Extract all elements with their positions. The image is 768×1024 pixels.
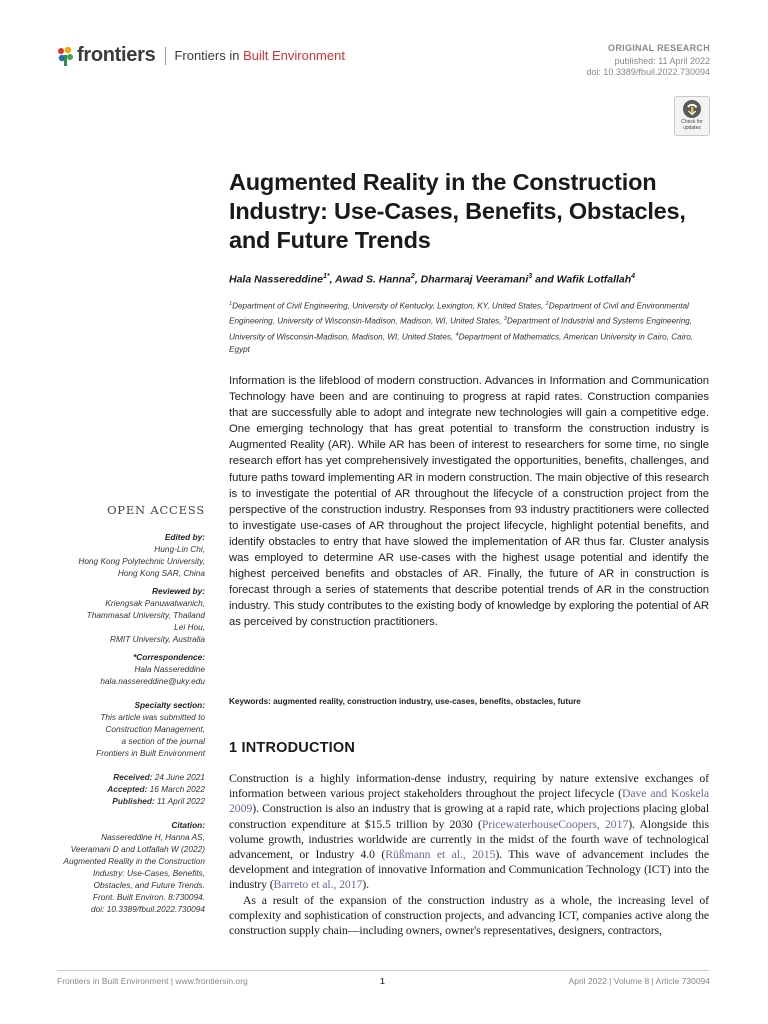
intro-text: ). Construction is also an industry that is growing at a rapid rate, which projections placing global construction expenditure at $15.5 trillion by 2030 (	[229, 801, 709, 831]
journal-name-prefix: Frontiers in	[174, 48, 244, 63]
citation-line: Industry: Use-Cases, Benefits,	[92, 868, 205, 878]
journal-name-accent: Built Environment	[243, 48, 345, 63]
date-row	[45, 771, 205, 783]
author-affiliation-marker: 3	[528, 273, 533, 280]
article-title: Augmented Reality in the Construction Industry: Use-Cases, Benefits, Obstacles, and Future Trends	[229, 169, 686, 253]
date-row	[45, 795, 205, 807]
specialty-line: a section of the journal	[121, 736, 205, 746]
sidebar-section-line: Hong Kong Polytechnic University,	[78, 556, 205, 566]
frontiers-logo-icon	[57, 46, 74, 66]
affiliation-marker: 2	[545, 301, 549, 307]
intro-text: ). Alongside this volume growth, industries worldwide are currently in the midst of the fourth wave of technological advancement, or Industry 4.0 (	[229, 816, 709, 862]
footer-journal-link[interactable]: Frontiers in Built Environment | www.frontiersin.org	[57, 976, 248, 986]
citation-link[interactable]: PricewaterhouseCoopers, 2017	[481, 816, 629, 831]
author-and: and	[532, 273, 557, 286]
check-updates-icon	[682, 99, 702, 119]
specialty-line: This article was submitted to	[100, 712, 205, 722]
check-updates-label	[681, 120, 702, 131]
section-heading-introduction: 1 INTRODUCTION	[229, 740, 356, 756]
article-type: ORIGINAL RESEARCH	[608, 43, 710, 53]
check-updates-line1: Check for	[681, 119, 703, 125]
sidebar-section-line: Hung-Lin Chi,	[154, 544, 205, 554]
citation-link[interactable]: Barreto et al., 2017	[273, 877, 363, 892]
brand-name: frontiers	[77, 44, 156, 66]
date-row	[45, 783, 205, 795]
check-updates-line2: updates	[683, 124, 701, 131]
sidebar-section-heading: Reviewed by:	[151, 586, 205, 596]
keywords: Keywords: augmented reality, construction industry, use-cases, benefits, obstacles, future	[229, 697, 581, 706]
citation-line: Veeramani D and Lotfallah W (2022)	[70, 844, 205, 854]
citation-heading: Citation:	[171, 820, 205, 830]
intro-paragraph-2: As a result of the expansion of the construction industry as a whole, the increasing level of complexity and sophistication of construction projects, and advancing ICT, companies active along the construction supply chain—including owners, owner's representatives, designers, contractors,	[229, 892, 709, 938]
citation-lines	[45, 831, 205, 915]
open-access-label: OPEN ACCESS	[107, 503, 205, 517]
sidebar-section-line: RMIT University, Australia	[110, 634, 205, 644]
sidebar-section-line: Lei Hou,	[174, 622, 205, 632]
author-affiliation-marker: 2	[410, 273, 415, 280]
sidebar-section-heading: *Correspondence:	[133, 652, 205, 662]
doi-link[interactable]: doi: 10.3389/fbuil.2022.730094	[586, 67, 710, 77]
citation-link[interactable]: Rüßmann et al., 2015	[385, 847, 496, 862]
date-value: 16 March 2022	[147, 784, 205, 794]
date-value: 24 June 2021	[152, 772, 205, 782]
intro-text: ). This wave of advancement includes the development and integration of innovative Information and Communication Technology (ICT) into the industry (	[229, 847, 709, 892]
citation-link[interactable]: Dave and Koskela 2009	[229, 786, 709, 816]
sidebar-section-heading: Edited by:	[164, 532, 205, 542]
citation-line: Nassereddine H, Hanna AS,	[101, 832, 205, 842]
introduction-body	[229, 771, 709, 938]
author-list	[229, 273, 729, 286]
sidebar-section-line: Hala Nassereddine	[134, 664, 205, 674]
affiliation-text: Department of Civil and Environmental Engineering, University of Wisconsin-Madison, Madison, WI, United States,	[229, 301, 689, 327]
page-number: 1	[380, 976, 385, 986]
author-name[interactable]: Awad S. Hanna	[335, 273, 411, 286]
date-label: Published:	[112, 796, 155, 806]
journal-name	[174, 48, 345, 63]
published-date: published: 11 April 2022	[614, 56, 710, 66]
correspondence-email-link[interactable]: hala.nassereddine@uky.edu	[100, 676, 205, 686]
specialty-line: Construction Management,	[105, 724, 205, 734]
affiliation-text: Department of Civil Engineering, University of Kentucky, Lexington, KY, United States,	[232, 301, 546, 311]
footer-issue-info: April 2022 | Volume 8 | Article 730094	[568, 976, 710, 986]
logo-divider	[165, 47, 166, 65]
frontiers-logo[interactable]	[57, 44, 345, 67]
intro-text: ).	[362, 877, 369, 892]
sidebar-section-line: Hong Kong SAR, China	[117, 568, 205, 578]
author-separator: ,	[414, 273, 421, 286]
author-name[interactable]: Dharmaraj Veeramani	[420, 273, 529, 286]
date-value: 11 April 2022	[154, 796, 205, 806]
specialty-line: Frontiers in Built Environment	[96, 748, 205, 758]
author-affiliation-marker: 1*	[322, 273, 330, 280]
author-separator: ,	[329, 273, 336, 286]
affiliation-text: Department of Industrial and Systems Engineering, University of Wisconsin-Madison, Madison, WI, United States,	[229, 317, 693, 342]
citation-line: Augmented Reality in the Construction	[63, 856, 205, 866]
footer-divider	[57, 970, 709, 971]
affiliation-marker: 4	[455, 331, 459, 338]
check-for-updates-button[interactable]	[674, 96, 710, 136]
affiliation-marker: 3	[503, 316, 507, 323]
citation-line: Front. Built Environ. 8:730094.	[92, 892, 205, 902]
author-affiliation-marker: 4	[631, 273, 636, 280]
citation-line: Obstacles, and Future Trends.	[93, 880, 205, 890]
sidebar-section-line: Kriengsak Panuwatwanich,	[105, 598, 205, 608]
abstract: Information is the lifeblood of modern construction. Advances in Information and Communication Technology have been and are continuing to progress at rapid rates. Construction companies that are successfully able to adopt and integrate new technologies will gain a competitive edge. One emerging technology that has great potential to transform the construction industry is Augmented Reality (AR). While AR has been of interest to researchers for some time, no single research effort has yet comprehensively investigated the opportunities, benefits, challenges, and future paths toward implementing AR in modern construction. The main objective of this research is to investigate the potential of AR throughout the lifecycle of a construction project from the perspective of the construction industry. Responses from 93 industry practitioners were collected to investigate use-cases of AR throughout the project lifecycle, highlight potential benefits, and identify obstacles to entry that have slowed the implementation of AR thus far. Cluster analysis was employed to determine AR use-cases with the highest usage potential and identify the highest perceived benefits and obstacles of AR. Finally, the future of AR in construction is forecast through a series of statements that describe potential trends of AR in the construction industry. This study contributes to the existing body of knowledge by exploring the potential of AR as perceived by construction practitioners.	[229, 375, 709, 629]
date-label: Accepted:	[107, 784, 148, 794]
citation-line: doi: 10.3389/fbuil.2022.730094	[91, 904, 205, 914]
affiliation-text: Department of Mathematics, American University in Cairo, Cairo, Egypt	[229, 332, 694, 354]
affiliations	[229, 298, 714, 357]
article-info-sidebar	[45, 503, 205, 915]
affiliation-marker: 1	[229, 301, 233, 307]
editor-sections	[45, 531, 205, 687]
intro-paragraph-1	[229, 771, 709, 893]
sidebar-section-line: Thammasat University, Thailand	[86, 610, 205, 620]
author-name[interactable]: Wafik Lotfallah	[556, 273, 632, 286]
specialty-section-lines	[45, 711, 205, 759]
date-label: Received:	[113, 772, 153, 782]
intro-text: Construction is a highly information-dense industry, requiring by nature extensive exchanges of information between various project stakeholders throughout the project lifecycle (	[229, 771, 709, 801]
author-name[interactable]: Hala Nassereddine	[229, 273, 323, 286]
specialty-section-heading: Specialty section:	[134, 700, 205, 710]
article-dates	[45, 771, 205, 807]
